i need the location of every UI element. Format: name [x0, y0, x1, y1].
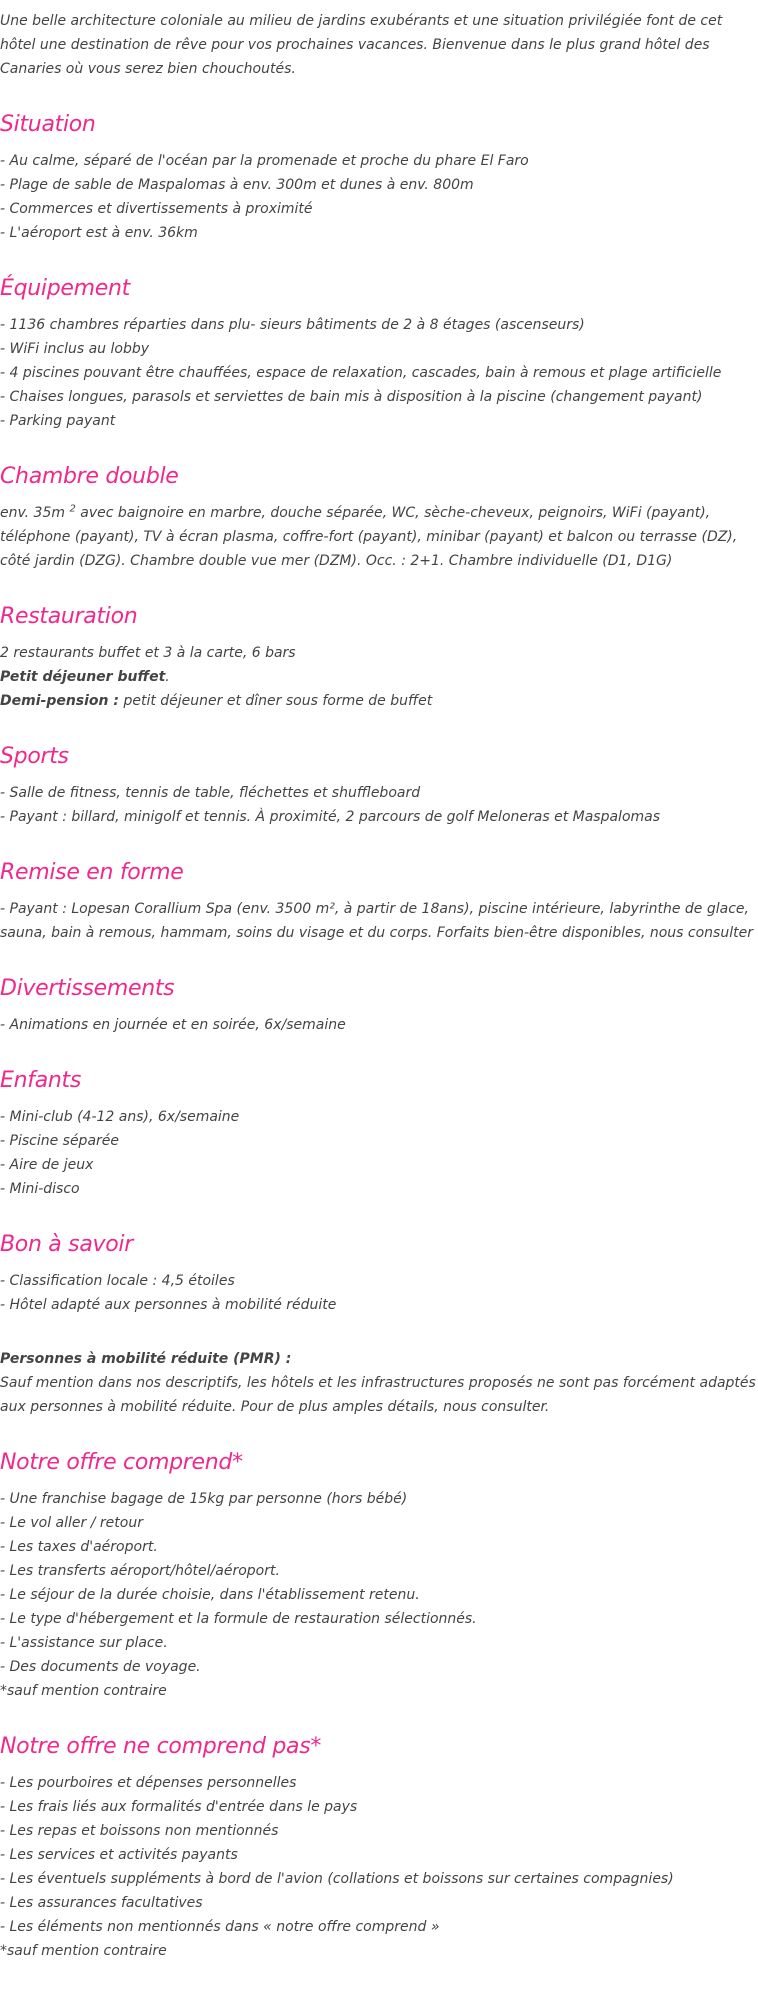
pmr-title: [0, 1347, 758, 1371]
footnote: *sauf mention contraire: [0, 1683, 167, 1699]
section-title-sports: Sports: [0, 744, 69, 769]
section-situation: [0, 111, 758, 245]
list-item: - Les pourboires et dépenses personnelles: [0, 1775, 297, 1791]
list-item: - Piscine séparée: [0, 1133, 120, 1149]
section-title-bon-a-savoir: Bon à savoir: [0, 1232, 133, 1257]
section-enfants: [0, 1067, 758, 1201]
list-item: - L'assistance sur place.: [0, 1635, 168, 1651]
section-title-chambre: Chambre double: [0, 464, 179, 489]
restauration-line: [0, 689, 758, 713]
half-board-label: Demi-pension :: [0, 693, 119, 709]
pmr-title-text: Personnes à mobilité réduite (PMR) :: [0, 1351, 292, 1367]
section-remise-en-forme: [0, 859, 758, 945]
list-item: - Mini-disco: [0, 1181, 80, 1197]
list-item: - Mini-club (4-12 ans), 6x/semaine: [0, 1109, 240, 1125]
list-item: - Animations en journée et en soirée, 6x/semaine: [0, 1017, 346, 1033]
list-item: - Une franchise bagage de 15kg par personne (hors bébé): [0, 1491, 408, 1507]
section-title-offre-ne-comprend-pas: Notre offre ne comprend pas*: [0, 1734, 322, 1759]
section-bon-a-savoir: [0, 1231, 758, 1419]
restauration-line: 2 restaurants buffet et 3 à la carte, 6 bars: [0, 645, 296, 661]
list-item: - Les services et activités payants: [0, 1847, 238, 1863]
list-item: - Parking payant: [0, 413, 116, 429]
list-item: - Les frais liés aux formalités d'entrée dans le pays: [0, 1799, 358, 1815]
breakfast-label: Petit déjeuner buffet: [0, 669, 166, 685]
list-item: - Au calme, séparé de l'océan par la promenade et proche du phare El Faro: [0, 153, 529, 169]
footnote: *sauf mention contraire: [0, 1943, 167, 1959]
list-item: - 1136 chambres réparties dans plu- sieurs bâtiments de 2 à 8 étages (ascenseurs): [0, 317, 585, 333]
list-item: - Plage de sable de Maspalomas à env. 300m et dunes à env. 800m: [0, 177, 474, 193]
list-item: - Le vol aller / retour: [0, 1515, 143, 1531]
restauration-line: [0, 665, 758, 689]
section-sports: [0, 743, 758, 829]
list-item: - Hôtel adapté aux personnes à mobilité réduite: [0, 1297, 337, 1313]
list-item: - Salle de fitness, tennis de table, fléchettes et shuffleboard: [0, 785, 421, 801]
intro-paragraph: Une belle architecture coloniale au milieu de jardins exubérants et une situation privilégiée font de cet hôtel une destination de rêve pour vos prochaines vacances. Bienvenue dans le plus grand hôtel des Canaries où vous serez bien chouchoutés.: [0, 13, 723, 77]
section-chambre: [0, 463, 758, 573]
list-item: - Des documents de voyage.: [0, 1659, 201, 1675]
list-item: - Chaises longues, parasols et serviettes de bain mis à disposition à la piscine (changement payant): [0, 389, 703, 405]
list-item: - Les éléments non mentionnés dans « notre offre comprend »: [0, 1919, 440, 1935]
list-item: - Aire de jeux: [0, 1157, 94, 1173]
list-item: - Le type d'hébergement et la formule de restauration sélectionnés.: [0, 1611, 477, 1627]
section-title-restauration: Restauration: [0, 604, 138, 629]
list-item: - Les taxes d'aéroport.: [0, 1539, 158, 1555]
chambre-text-b: avec baignoire en marbre, douche séparée, WC, sèche-cheveux, peignoirs, WiFi (payant), téléphone (payant), TV à écran plasma, coffre-fort (payant), minibar (payant) et balcon ou terrasse (DZ), côté jardin (DZG). Chambre double vue mer (DZM). Occ. : 2+1. Chambre individuelle (D1, D1G): [0, 505, 738, 569]
section-title-enfants: Enfants: [0, 1068, 82, 1093]
breakfast-rest: .: [165, 669, 170, 685]
chambre-description: [0, 501, 758, 573]
section-title-offre-comprend: Notre offre comprend*: [0, 1450, 243, 1475]
section-title-divertissements: Divertissements: [0, 976, 175, 1001]
remise-text: - Payant : Lopesan Corallium Spa (env. 3500 m², à partir de 18ans), piscine intérieure, labyrinthe de glace, sauna, bain à remous, hammam, soins du visage et du corps. Forfaits bien-être disponibles, nous consulter: [0, 901, 753, 941]
chambre-superscript: 2: [69, 503, 76, 515]
hotel-description: [0, 9, 758, 1963]
list-item: - Les transferts aéroport/hôtel/aéroport.: [0, 1563, 280, 1579]
section-offre-ne-comprend-pas: [0, 1733, 758, 1963]
section-title-remise-en-forme: Remise en forme: [0, 860, 184, 885]
pmr-text: Sauf mention dans nos descriptifs, les hôtels et les infrastructures proposés ne sont pas forcément adaptés aux personnes à mobilité réduite. Pour de plus amples détails, nous consulter.: [0, 1375, 756, 1415]
list-item: - Les éventuels suppléments à bord de l'avion (collations et boissons sur certaines compagnies): [0, 1871, 674, 1887]
list-item: - 4 piscines pouvant être chauffées, espace de relaxation, cascades, bain à remous et plage artificielle: [0, 365, 722, 381]
spacer: [0, 1317, 758, 1347]
list-item: - WiFi inclus au lobby: [0, 341, 150, 357]
list-item: - Les repas et boissons non mentionnés: [0, 1823, 279, 1839]
section-offre-comprend: [0, 1449, 758, 1703]
list-item: - Commerces et divertissements à proximité: [0, 201, 313, 217]
chambre-text-a: env. 35m: [0, 505, 70, 521]
list-item: - Payant : billard, minigolf et tennis. À proximité, 2 parcours de golf Meloneras et Maspalomas: [0, 809, 661, 825]
list-item: - Les assurances facultatives: [0, 1895, 203, 1911]
list-item: - Le séjour de la durée choisie, dans l'établissement retenu.: [0, 1587, 420, 1603]
section-title-equipement: Équipement: [0, 276, 130, 301]
list-item: - L'aéroport est à env. 36km: [0, 225, 198, 241]
section-restauration: [0, 603, 758, 713]
half-board-text: petit déjeuner et dîner sous forme de buffet: [119, 693, 433, 709]
section-equipement: [0, 275, 758, 433]
section-divertissements: [0, 975, 758, 1037]
list-item: - Classification locale : 4,5 étoiles: [0, 1273, 235, 1289]
section-title-situation: Situation: [0, 112, 96, 137]
